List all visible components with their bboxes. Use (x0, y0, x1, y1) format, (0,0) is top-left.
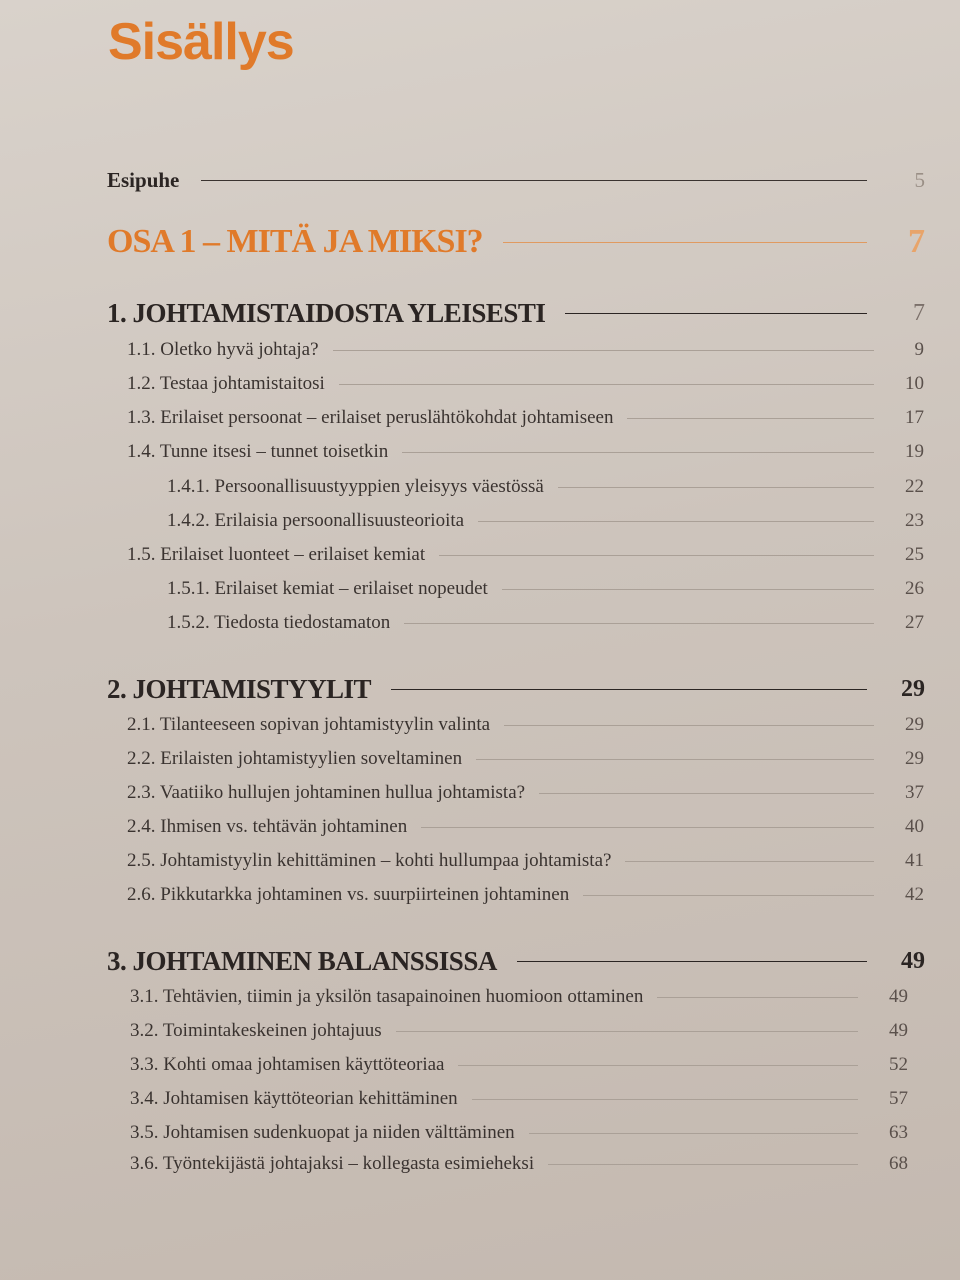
leader-line (558, 487, 874, 488)
toc-entry-title: 3.1. Tehtävien, tiimin ja yksilön tasapainoinen huomioon ottaminen (130, 986, 644, 1007)
toc-entry (0, 1116, 960, 1150)
leader-line (201, 180, 867, 181)
toc-entry-title: 2.1. Tilanteeseen sopivan johtamistyylin valinta (127, 714, 491, 735)
toc-entry (0, 776, 960, 810)
toc-entry (0, 708, 960, 742)
toc-entry (0, 296, 960, 330)
page-title: Sisällys (108, 13, 294, 71)
toc-page-number: 5 (914, 167, 925, 192)
toc-entry-title: 1. JOHTAMISTAIDOSTA YLEISESTI (107, 297, 546, 328)
leader-line (583, 895, 874, 896)
toc-entry (0, 980, 960, 1014)
toc-entry (0, 810, 960, 844)
toc-page-number: 9 (914, 339, 924, 360)
toc-entry-title: 2.6. Pikkutarkka johtaminen vs. suurpiirteinen johtaminen (127, 884, 570, 905)
toc-entry (0, 1147, 960, 1181)
leader-line (657, 997, 858, 998)
toc-page-number: 41 (905, 850, 924, 871)
leader-line (565, 313, 867, 314)
toc-entry (0, 225, 960, 259)
toc-entry-title: 1.1. Oletko hyvä johtaja? (127, 339, 319, 360)
toc-entry-title: 1.4. Tunne itsesi – tunnet toisetkin (127, 441, 389, 462)
leader-line (625, 861, 874, 862)
leader-line (529, 1133, 858, 1134)
toc-entry (0, 572, 960, 606)
toc-entry-title: 3.5. Johtamisen sudenkuopat ja niiden välttäminen (130, 1122, 515, 1143)
toc-entry (0, 742, 960, 776)
toc-entry (0, 878, 960, 912)
leader-line (439, 555, 874, 556)
toc-page-number: 49 (889, 986, 908, 1007)
toc-entry-title: 1.5.2. Tiedosta tiedostamaton (167, 612, 391, 633)
toc-page-number: 49 (901, 947, 925, 974)
toc-page-number: 17 (905, 407, 924, 428)
toc-entry-title: 2.3. Vaatiiko hullujen johtaminen hullua johtamista? (127, 782, 526, 803)
toc-page-number: 29 (901, 675, 925, 702)
toc-entry-title: 3. JOHTAMINEN BALANSSISSA (107, 945, 497, 976)
leader-line (478, 521, 874, 522)
toc-page-number: 40 (905, 816, 924, 837)
toc-page-number: 63 (889, 1122, 908, 1143)
toc-page-number: 10 (905, 373, 924, 394)
leader-line (627, 418, 874, 419)
leader-line (472, 1099, 858, 1100)
toc-entry (0, 844, 960, 878)
toc-entry-title: 2. JOHTAMISTYYLIT (107, 673, 372, 704)
toc-entry (0, 333, 960, 367)
toc-page-number: 23 (905, 510, 924, 531)
leader-line (476, 759, 874, 760)
toc-entry-title: 3.4. Johtamisen käyttöteorian kehittäminen (130, 1088, 458, 1109)
leader-line (517, 961, 867, 962)
toc-page-number: 7 (913, 299, 925, 326)
toc-entry (0, 435, 960, 469)
leader-line (548, 1164, 858, 1165)
toc-entry-title: 2.5. Johtamistyylin kehittäminen – kohti hullumpaa johtamista? (127, 850, 612, 871)
leader-line (502, 589, 874, 590)
leader-line (421, 827, 874, 828)
toc-page-number: 52 (889, 1054, 908, 1075)
toc-entry-title: 1.4.2. Erilaisia persoonallisuusteorioita (167, 510, 465, 531)
toc-page-number: 29 (905, 714, 924, 735)
leader-line (458, 1065, 858, 1066)
toc-page-number: 27 (905, 612, 924, 633)
toc-entry-title: 1.5.1. Erilaiset kemiat – erilaiset nopeudet (167, 578, 488, 599)
leader-line (539, 793, 874, 794)
toc-entry-title: 2.2. Erilaisten johtamistyylien soveltaminen (127, 748, 463, 769)
toc-entry-title: 1.4.1. Persoonallisuustyyppien yleisyys väestössä (167, 476, 544, 497)
toc-page-number: 29 (905, 748, 924, 769)
leader-line (504, 725, 874, 726)
toc-page-number: 7 (908, 223, 925, 260)
toc-entry (0, 672, 960, 706)
toc-entry-title: 3.3. Kohti omaa johtamisen käyttöteoriaa (130, 1054, 445, 1075)
toc-entry (0, 470, 960, 504)
leader-line (404, 623, 874, 624)
toc-page-number: 37 (905, 782, 924, 803)
toc-entry-title: 3.6. Työntekijästä johtajaksi – kollegasta esimieheksi (130, 1153, 535, 1174)
toc-page-number: 26 (905, 578, 924, 599)
toc-page-number: 68 (889, 1153, 908, 1174)
toc-entry-title: 1.3. Erilaiset persoonat – erilaiset peruslähtökohdat johtamiseen (127, 407, 614, 428)
leader-line (339, 384, 874, 385)
toc-entry-title: 1.2. Testaa johtamistaitosi (127, 373, 325, 394)
leader-line (503, 242, 867, 243)
toc-page-number: 57 (889, 1088, 908, 1109)
toc-entry-title: 2.4. Ihmisen vs. tehtävän johtaminen (127, 816, 408, 837)
toc-entry (0, 606, 960, 640)
toc-entry (0, 1082, 960, 1116)
toc-page-number: 22 (905, 476, 924, 497)
leader-line (333, 350, 874, 351)
toc-entry (0, 163, 960, 197)
toc-entry (0, 504, 960, 538)
toc-entry (0, 1014, 960, 1048)
toc-page-number: 49 (889, 1020, 908, 1041)
toc-entry (0, 538, 960, 572)
toc-entry (0, 944, 960, 978)
leader-line (391, 689, 867, 690)
toc-page-number: 42 (905, 884, 924, 905)
toc-page-number: 19 (905, 441, 924, 462)
toc-entry (0, 1048, 960, 1082)
leader-line (396, 1031, 858, 1032)
toc-entry-title: 3.2. Toimintakeskeinen johtajuus (130, 1020, 382, 1041)
leader-line (402, 452, 874, 453)
toc-entry-title: 1.5. Erilaiset luonteet – erilaiset kemiat (127, 544, 426, 565)
toc-entry (0, 401, 960, 435)
toc-entry-title: Esipuhe (107, 167, 180, 192)
toc-page-number: 25 (905, 544, 924, 565)
toc-entry (0, 367, 960, 401)
toc-entry-title: OSA 1 – MITÄ JA MIKSI? (107, 223, 483, 260)
